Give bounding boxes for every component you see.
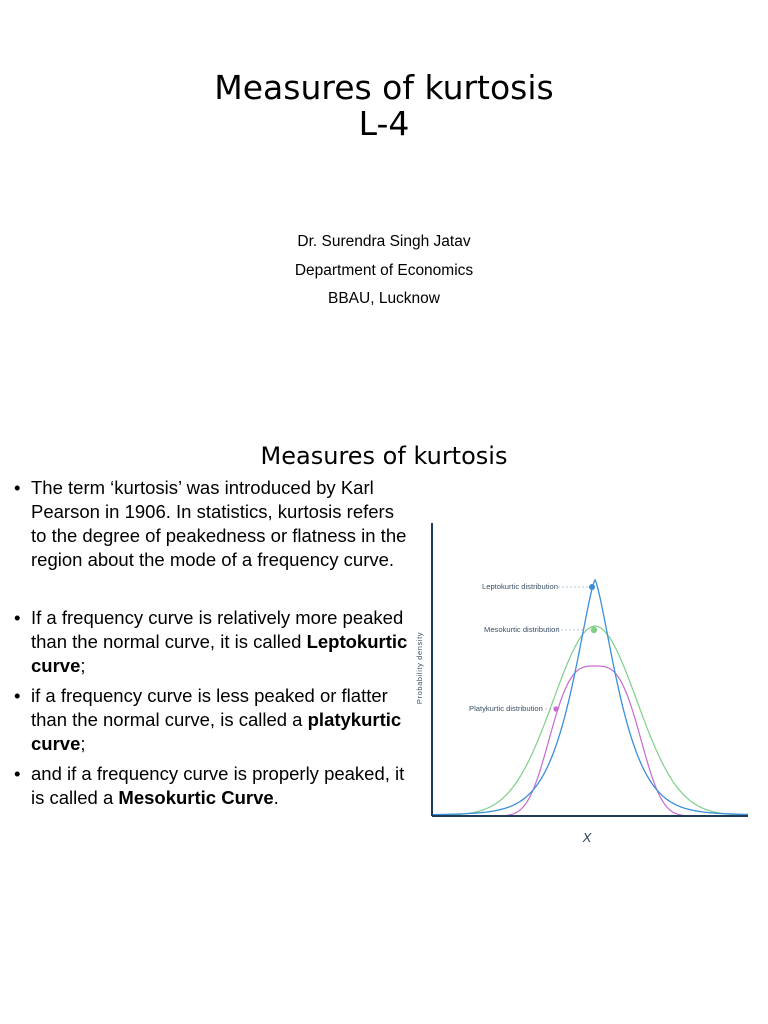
institution-name: BBAU, Lucknow [328, 290, 440, 307]
bullet-list [14, 476, 412, 816]
y-axis-label: Probability density [415, 631, 424, 705]
bullet-item [14, 476, 412, 572]
kurtosis-figure [410, 508, 760, 858]
bullet-text: The term ‘kurtosis’ was introduced by Karl Pearson in 1906. In statistics, kurtosis refers to the degree of peakedness or flatness in the region about the mode of a frequency curve. [31, 477, 407, 570]
bullet-punctuation: . [273, 787, 279, 808]
mesokurtic-curve [432, 626, 748, 816]
leptokurtic-label: Leptokurtic distribution [482, 582, 558, 591]
leptokurtic-curve [432, 580, 748, 815]
author-name: Dr. Surendra Singh Jatav [297, 233, 471, 250]
bullet-item [14, 606, 412, 678]
platykurtic-label: Platykurtic distribution [469, 704, 543, 713]
platykurtic-marker [553, 706, 558, 711]
bullet-glyph: • [14, 607, 21, 628]
mesokurtic-label: Mesokurtic distribution [484, 625, 560, 634]
bullet-text: and if a frequency curve is properly peaked, it is called a [31, 763, 405, 808]
term-leptokurtic: Leptokurtic curve [31, 631, 408, 676]
leptokurtic-marker [589, 584, 595, 590]
bullet-item [14, 762, 412, 810]
bullet-text: If a frequency curve is relatively more peaked than the normal curve, it is called [31, 607, 404, 652]
department-name: Department of Economics [294, 261, 474, 279]
x-axis-label: X [582, 830, 592, 845]
bullet-glyph: • [14, 763, 21, 784]
slide-title: Measures of kurtosis [260, 442, 508, 470]
bullet-punctuation: ; [80, 655, 86, 676]
title-line-2: L-4 [358, 104, 410, 143]
title-line-1: Measures of kurtosis [214, 68, 554, 107]
mesokurtic-marker [591, 627, 597, 633]
content-slide [0, 400, 768, 1024]
title-slide [0, 0, 768, 400]
bullet-glyph: • [14, 685, 21, 706]
term-mesokurtic: Mesokurtic Curve [118, 787, 274, 808]
platykurtic-curve [432, 666, 748, 816]
term-platykurtic: platykurtic curve [31, 709, 402, 754]
bullet-punctuation: ; [80, 733, 86, 754]
slide-title [0, 70, 768, 142]
bullet-text: if a frequency curve is less peaked or flatter than the normal curve, is called a [31, 685, 388, 730]
slide-subtitle [0, 228, 768, 314]
bullet-glyph: • [14, 477, 21, 498]
bullet-item [14, 684, 412, 756]
